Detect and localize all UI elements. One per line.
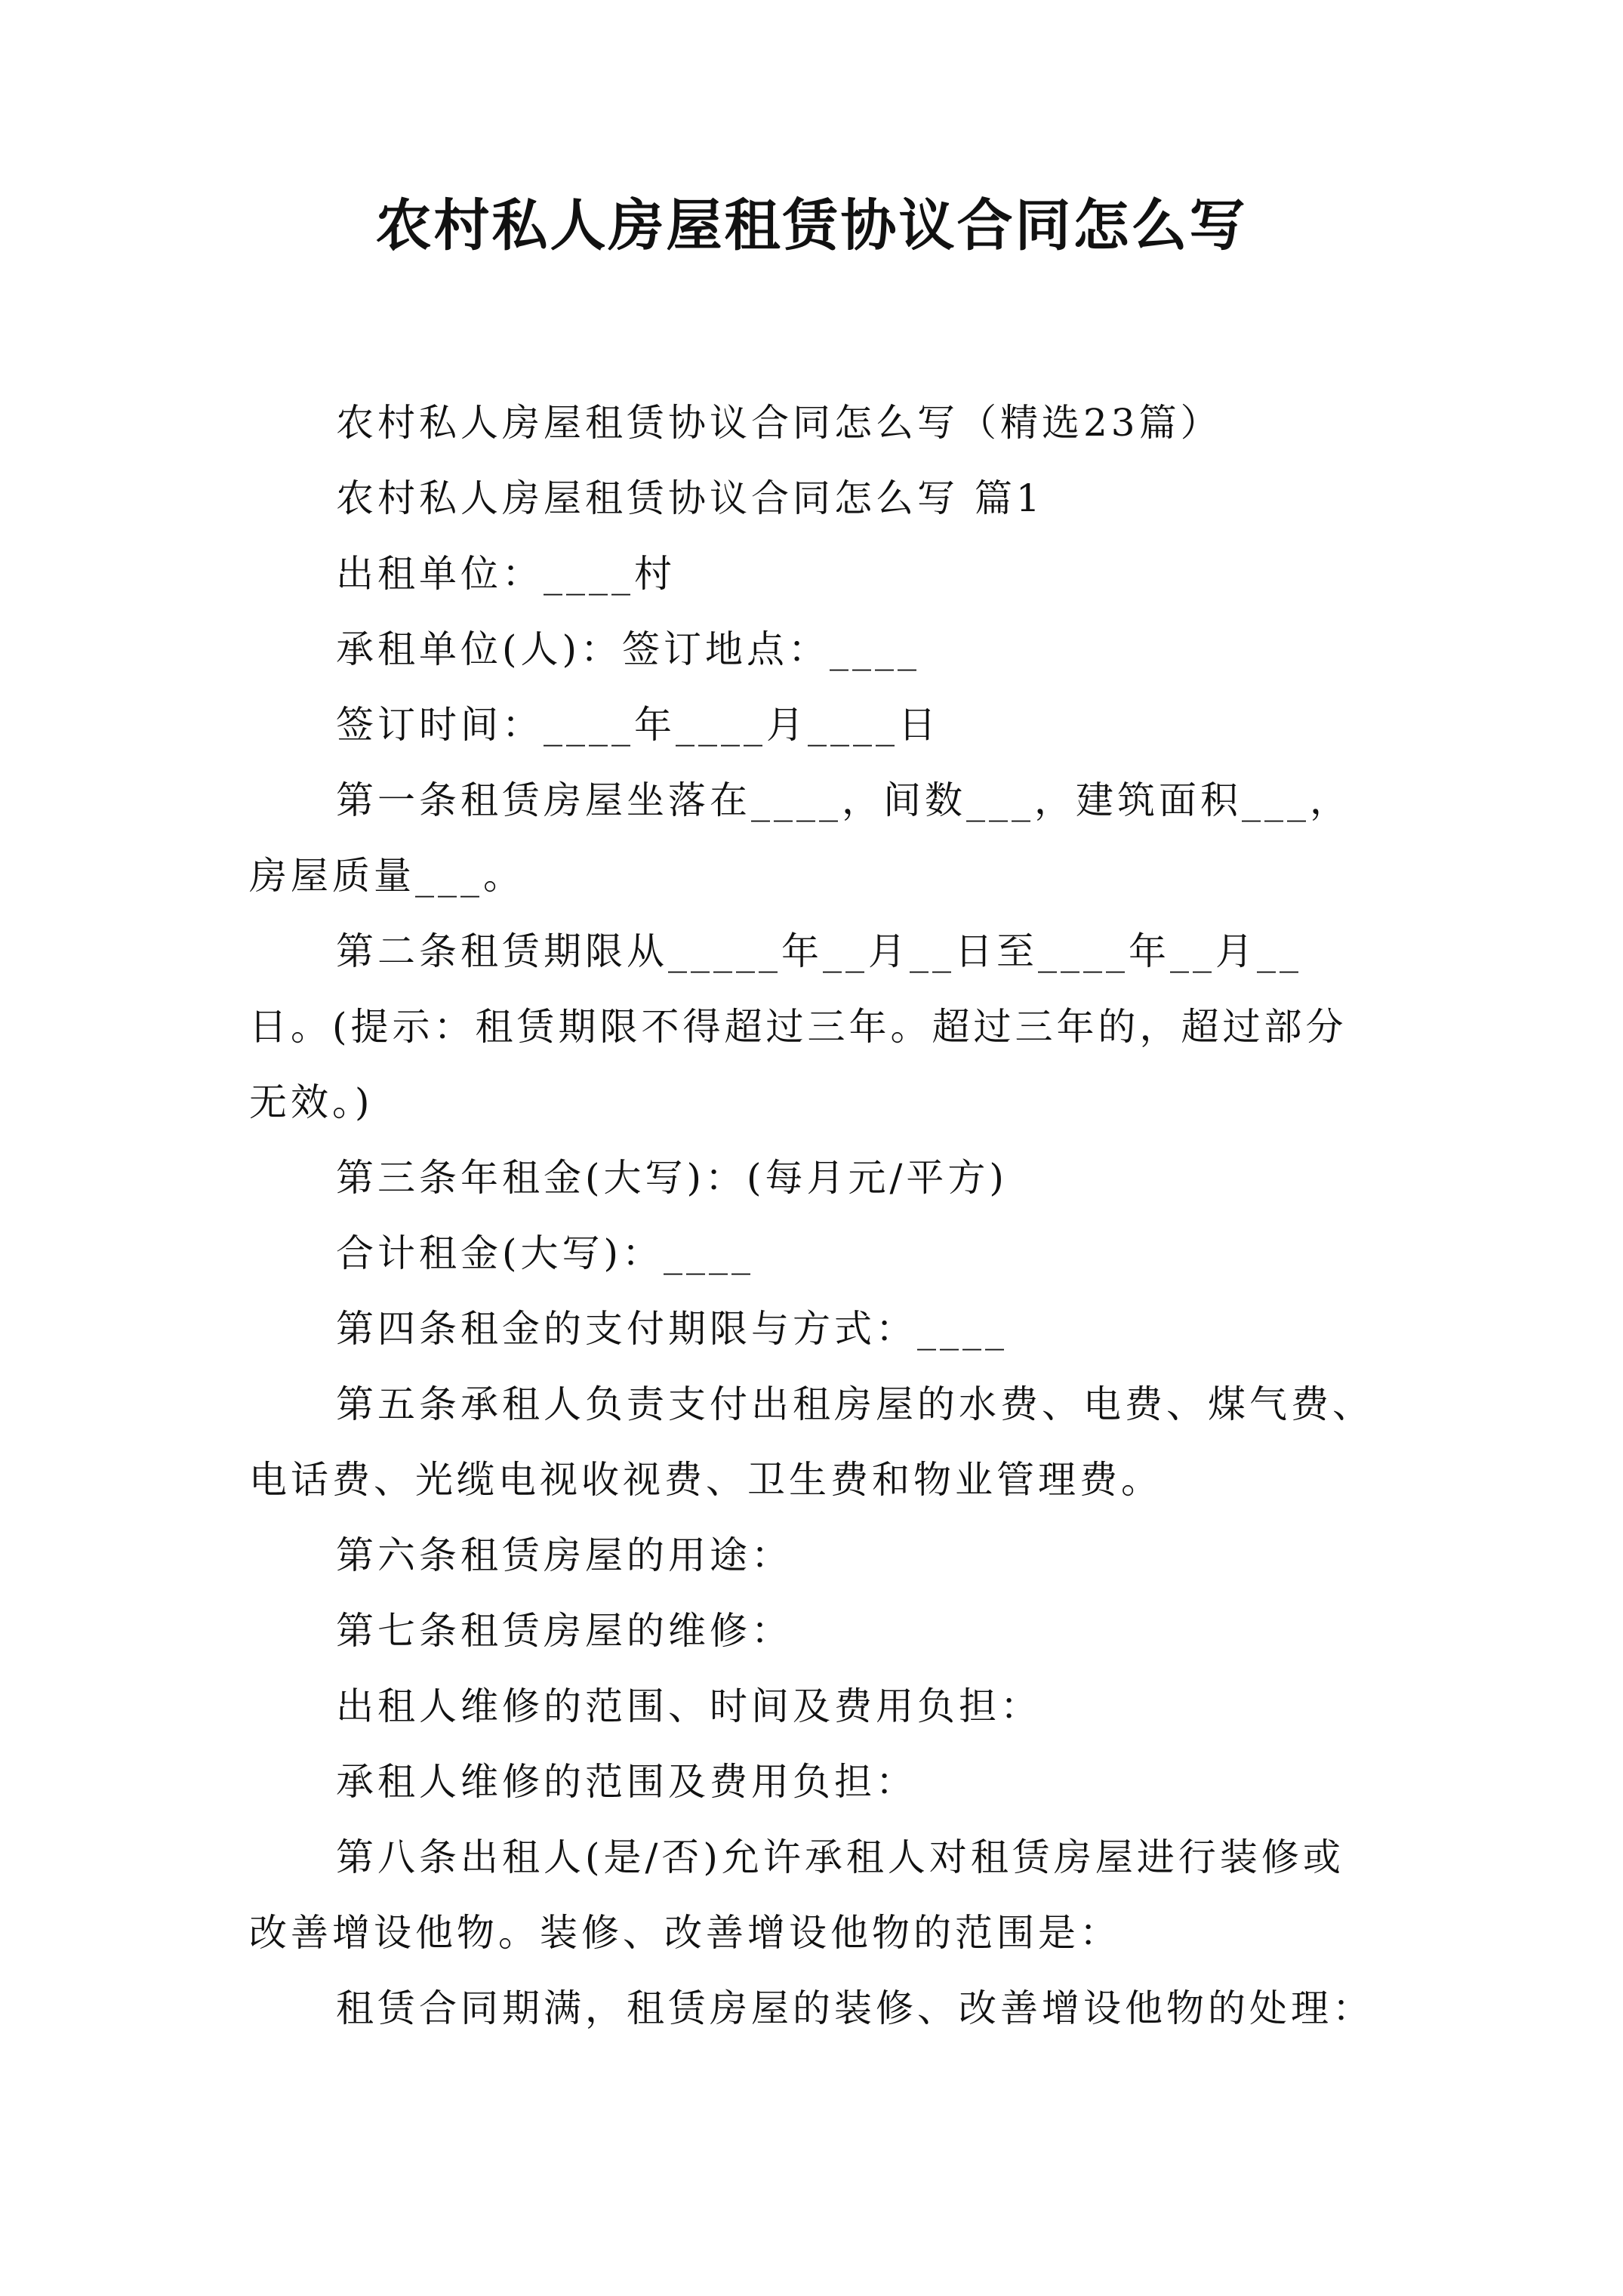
paragraph-total-rent: 合计租金(大写)：____ bbox=[336, 1231, 755, 1275]
paragraph-lessor: 出租单位：____村 bbox=[336, 552, 676, 596]
paragraph-article-7: 第七条租赁房屋的维修： bbox=[336, 1609, 793, 1653]
paragraph-article-5: 第五条承租人负责支付出租房屋的水费、电费、煤气费、电话费、光缆电视收视费、卫生费和物业管理费。 bbox=[249, 1382, 1374, 1502]
paragraph-lessee: 承租单位(人)：签订地点：____ bbox=[336, 627, 921, 671]
paragraph-subtitle: 农村私人房屋租赁协议合同怎么写（精选23篇） bbox=[336, 401, 1222, 445]
paragraph-section-heading: 农村私人房屋租赁协议合同怎么写 篇1 bbox=[336, 476, 1044, 520]
paragraph-article-4: 第四条租金的支付期限与方式：____ bbox=[336, 1307, 1008, 1351]
paragraph-article-8: 第八条出租人(是/否)允许承租人对租赁房屋进行装修或改善增设他物。装修、改善增设他物的范围是： bbox=[249, 1835, 1344, 1955]
paragraph-article-1: 第一条租赁房屋坐落在____，间数___，建筑面积___，房屋质量___。 bbox=[249, 778, 1351, 898]
document-body bbox=[249, 385, 1381, 2046]
paragraph-lease-expiry: 租赁合同期满，租赁房屋的装修、改善增设他物的处理： bbox=[336, 1986, 1374, 2030]
paragraph-article-3: 第三条年租金(大写)：(每月元/平方) bbox=[336, 1156, 1008, 1200]
paragraph-sign-date: 签订时间：____年____月____日 bbox=[336, 703, 940, 747]
paragraph-article-2: 第二条租赁期限从_____年__月__日至____年__月__日。(提示：租赁期限不得超过三年。超过三年的，超过部分无效。) bbox=[249, 929, 1347, 1124]
paragraph-article-6: 第六条租赁房屋的用途： bbox=[336, 1533, 793, 1577]
document-title: 农村私人房屋租赁协议合同怎么写 bbox=[375, 193, 1248, 258]
paragraph-lessor-repair: 出租人维修的范围、时间及费用负担： bbox=[336, 1684, 1042, 1728]
paragraph-lessee-repair: 承租人维修的范围及费用负担： bbox=[336, 1760, 917, 1804]
